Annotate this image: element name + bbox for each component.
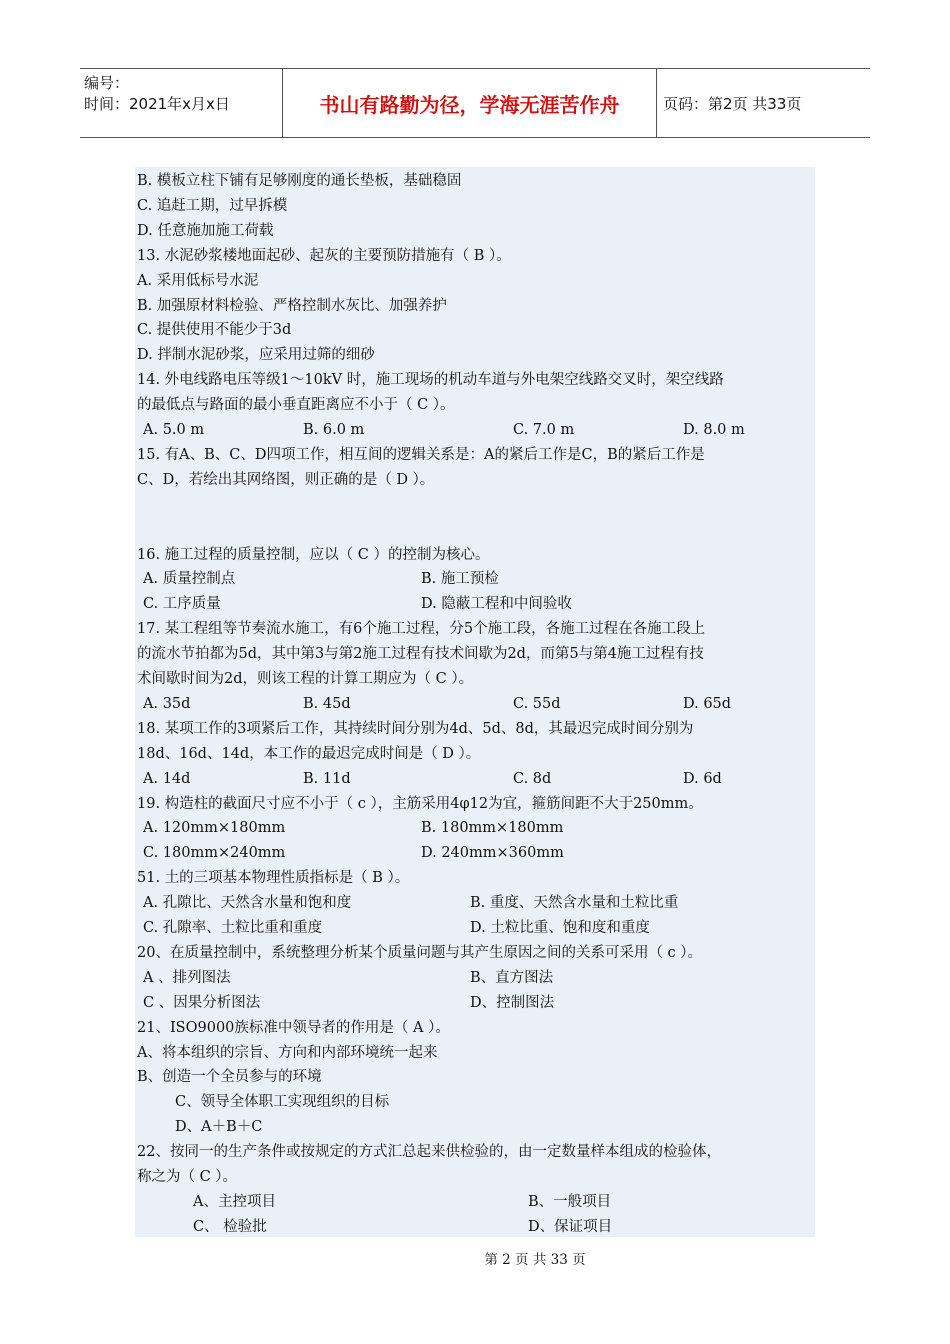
text-line: 20、在质量控制中，系统整理分析某个质量问题与其产生原因之间的关系可采用（ c ）。 bbox=[137, 944, 703, 961]
option-item: A. 14d bbox=[143, 770, 191, 787]
option-item: B. 180mm×180mm bbox=[421, 820, 564, 837]
text-line: C. 追赶工期，过早拆模 bbox=[137, 197, 288, 214]
header-slogan: 书山有路勤为径，学海无涯苦作舟 bbox=[282, 69, 657, 137]
text-line: 15. 有A、B、C、D四项工作，相互间的逻辑关系是：A的紧后工作是C，B的紧后工作是 bbox=[137, 446, 705, 463]
question-body bbox=[135, 167, 815, 1237]
text-line: 16. 施工过程的质量控制，应以（ C ）的控制为核心。 bbox=[137, 546, 490, 563]
option-item: B. 6.0 m bbox=[303, 422, 365, 438]
option-item: D. 240mm×360mm bbox=[421, 845, 564, 862]
text-line: 术间歇时间为2d，则该工程的计算工期应为（ C ）。 bbox=[137, 671, 474, 687]
option-item: A. 5.0 m bbox=[143, 422, 205, 438]
text-line: B. 加强原材料检验、严格控制水灰比、加强养护 bbox=[137, 297, 447, 314]
text-line: 21、ISO9000族标准中领导者的作用是（ A ）。 bbox=[137, 1019, 450, 1036]
text-line: C、D，若绘出其网络图，则正确的是（ D ）。 bbox=[137, 471, 435, 488]
text-line: D、A＋B＋C bbox=[175, 1119, 263, 1136]
option-item: C. 孔隙率、土粒比重和重度 bbox=[143, 920, 323, 936]
option-item: C. 7.0 m bbox=[513, 422, 575, 438]
page-header bbox=[80, 68, 870, 138]
option-item: A. 孔隙比、天然含水量和饱和度 bbox=[143, 895, 352, 912]
option-item: B、直方图法 bbox=[470, 969, 554, 986]
date-label: 时间：2021年x月x日 bbox=[84, 95, 230, 113]
option-item: B. 施工预检 bbox=[421, 571, 499, 588]
option-item: D. 隐蔽工程和中间验收 bbox=[421, 596, 572, 613]
text-line: 13. 水泥砂浆楼地面起砂、起灰的主要预防措施有（ B ）。 bbox=[137, 247, 511, 264]
text-line: 的流水节拍都为5d，其中第3与第2施工过程有技术间歇为2d，而第5与第4施工过程有技 bbox=[137, 646, 704, 663]
text-line: D. 任意施加施工荷载 bbox=[137, 222, 274, 239]
number-label: 编号： bbox=[84, 74, 130, 92]
text-line: B. 模板立柱下铺有足够刚度的通长垫板，基础稳固 bbox=[137, 173, 462, 189]
option-item: D. 8.0 m bbox=[683, 422, 745, 438]
text-line: C. 提供使用不能少于3d bbox=[137, 322, 292, 339]
option-item: D、控制图法 bbox=[470, 994, 555, 1011]
header-page-info: 页码：第2页 共33页 bbox=[663, 94, 802, 113]
text-line: 22、按同一的生产条件或按规定的方式汇总起来供检验的，由一定数量样本组成的检验体， bbox=[137, 1144, 721, 1161]
option-item: C. 工序质量 bbox=[143, 596, 221, 613]
text-line: 18. 某项工作的3项紧后工作，其持续时间分别为4d、5d、8d，其最迟完成时间分别为 bbox=[137, 720, 694, 737]
text-line: 51. 土的三项基本物理性质指标是（ B ）。 bbox=[137, 870, 410, 887]
text-line: D. 拌制水泥砂浆，应采用过筛的细砂 bbox=[137, 347, 375, 364]
text-line: C、领导全体职工实现组织的目标 bbox=[175, 1094, 390, 1111]
text-line: 17. 某工程组等节奏流水施工，有6个施工过程，分5个施工段，各施工过程在各施工段上 bbox=[137, 621, 706, 638]
option-item: C. 180mm×240mm bbox=[143, 845, 286, 862]
text-line: A. 采用低标号水泥 bbox=[137, 272, 259, 289]
text-line: A、将本组织的宗旨、方向和内部环境统一起来 bbox=[137, 1044, 438, 1061]
option-item: C、 检验批 bbox=[193, 1218, 267, 1235]
option-item: B. 重度、天然含水量和土粒比重 bbox=[470, 895, 679, 912]
text-line: 的最低点与路面的最小垂直距离应不小于（ C ）。 bbox=[137, 397, 455, 414]
option-item: D. 土粒比重、饱和度和重度 bbox=[470, 920, 650, 936]
option-item: C 、因果分析图法 bbox=[143, 994, 261, 1011]
option-item: C. 8d bbox=[513, 770, 552, 787]
option-item: A. 120mm×180mm bbox=[143, 820, 286, 837]
option-item: B. 45d bbox=[303, 695, 351, 712]
option-item: D. 65d bbox=[683, 695, 732, 712]
text-line: 14. 外电线路电压等级1～10kV 时，施工现场的机动车道与外电架空线路交叉时，架空线路 bbox=[137, 372, 724, 389]
text-line: 19. 构造柱的截面尺寸应不小于（ c ），主筋采用4φ12为宜，箍筋间距不大于250mm。 bbox=[137, 795, 703, 812]
option-item: B、一般项目 bbox=[528, 1193, 612, 1210]
option-item: C. 55d bbox=[513, 695, 561, 712]
header-meta bbox=[80, 69, 282, 137]
option-item: B. 11d bbox=[303, 770, 351, 787]
text-line: 18d、16d、14d，本工作的最迟完成时间是（ D ）。 bbox=[137, 745, 481, 762]
text-line: B、创造一个全员参与的环境 bbox=[137, 1069, 322, 1086]
option-item: D、保证项目 bbox=[528, 1218, 613, 1235]
page-footer: 第 2 页 共 33 页 bbox=[484, 1252, 586, 1268]
option-item: A. 35d bbox=[143, 695, 191, 712]
option-item: A. 质量控制点 bbox=[143, 571, 236, 588]
text-line: 称之为（ C ）。 bbox=[137, 1169, 238, 1185]
option-item: D. 6d bbox=[683, 770, 722, 787]
option-item: A、主控项目 bbox=[193, 1193, 276, 1210]
option-item: A 、排列图法 bbox=[143, 969, 231, 986]
